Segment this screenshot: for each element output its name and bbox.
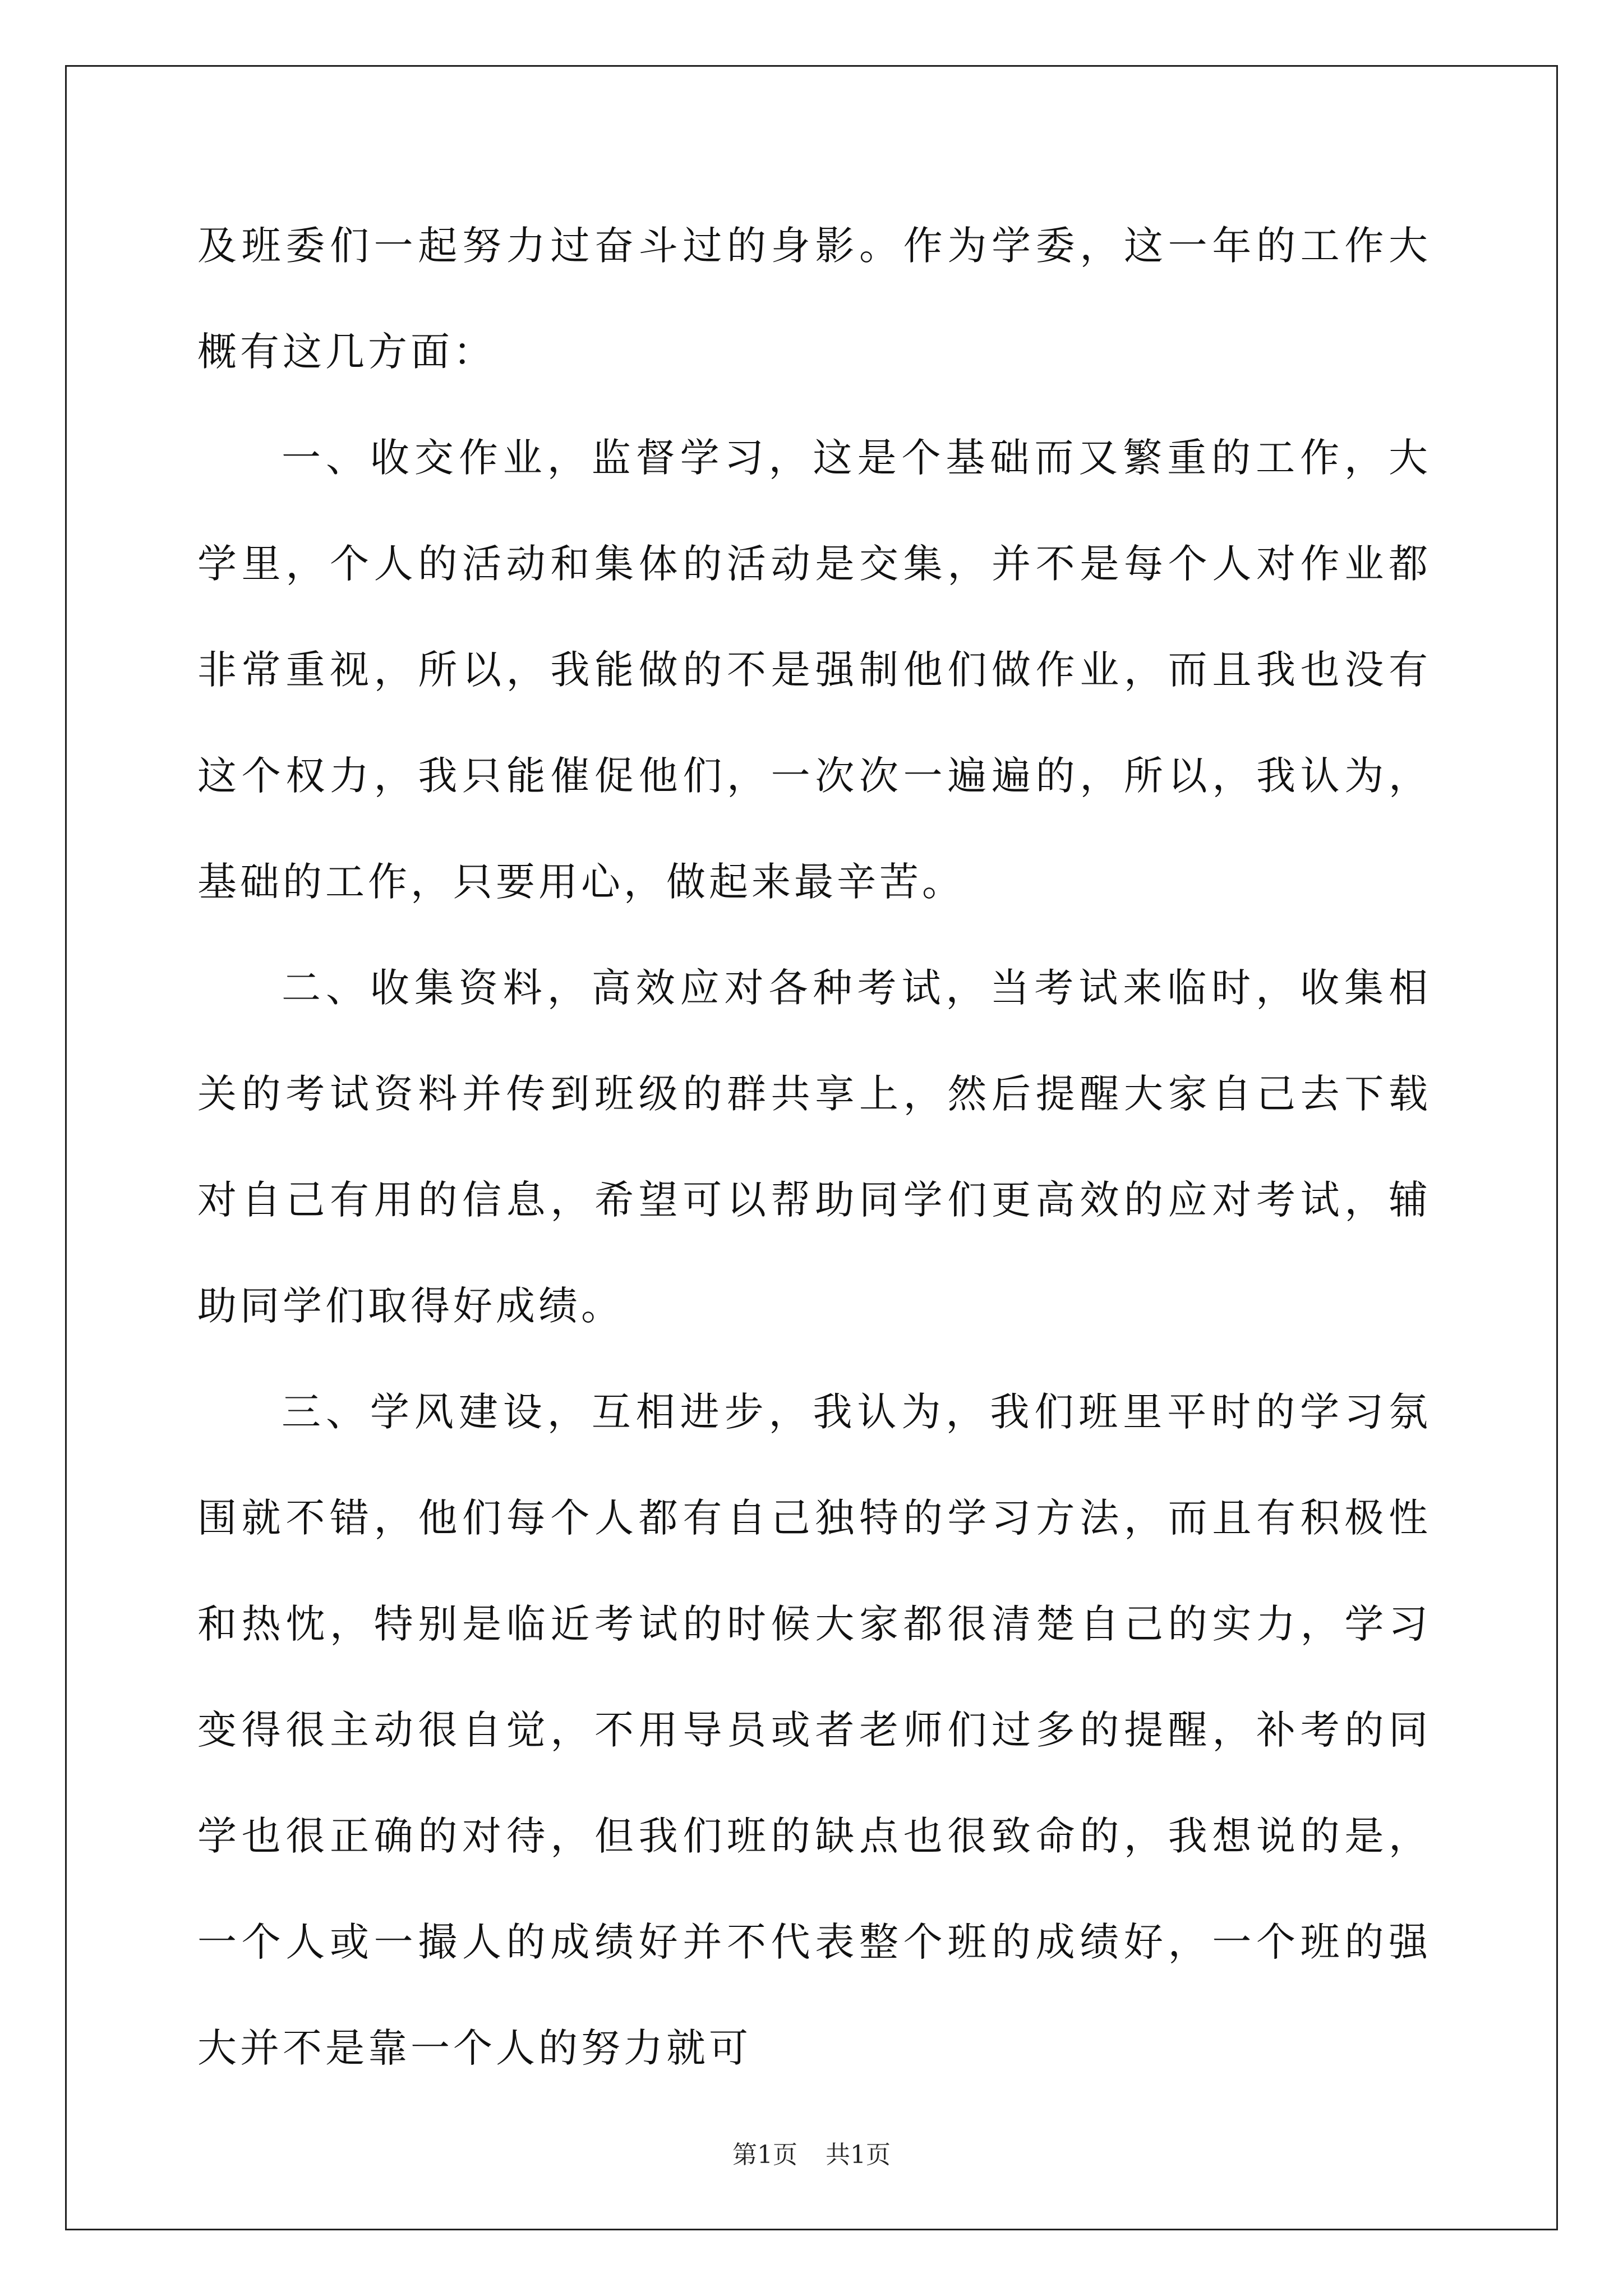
paragraph-item-2: 二、收集资料，高效应对各种考试，当考试来临时，收集相关的考试资料并传到班级的群共享上，然后提醒大家自己去下载对自己有用的信息，希望可以帮助同学们更高效的应对考试，辅助同学们取得好成绩。 <box>197 965 1431 1329</box>
paragraph-continuation: 及班委们一起努力过奋斗过的身影。作为学委，这一年的工作大概有这几方面： <box>197 223 1431 375</box>
document-body <box>197 193 1431 2101</box>
page-total: 共1页 <box>826 2141 891 2169</box>
paragraph-item-3: 三、学风建设，互相进步，我认为，我们班里平时的学习氛围就不错，他们每个人都有自己独特的学习方法，而且有积极性和热忱，特别是临近考试的时候大家都很清楚自己的实力，学习变得很主动很自觉，不用导员或者老师们过多的提醒，补考的同学也很正确的对待，但我们班的缺点也很致命的，我想说的是，一个人或一撮人的成绩好并不代表整个班的成绩好，一个班的强大并不是靠一个人的努力就可 <box>197 1389 1431 2071</box>
page-number: 第1页 <box>732 2141 797 2169</box>
page-footer <box>0 2138 1623 2172</box>
paragraph-item-1: 一、收交作业，监督学习，这是个基础而又繁重的工作，大学里，个人的活动和集体的活动是交集，并不是每个人对作业都非常重视，所以，我能做的不是强制他们做作业，而且我也没有这个权力，我只能催促他们，一次次一遍遍的，所以，我认为，基础的工作，只要用心，做起来最辛苦。 <box>197 435 1431 905</box>
